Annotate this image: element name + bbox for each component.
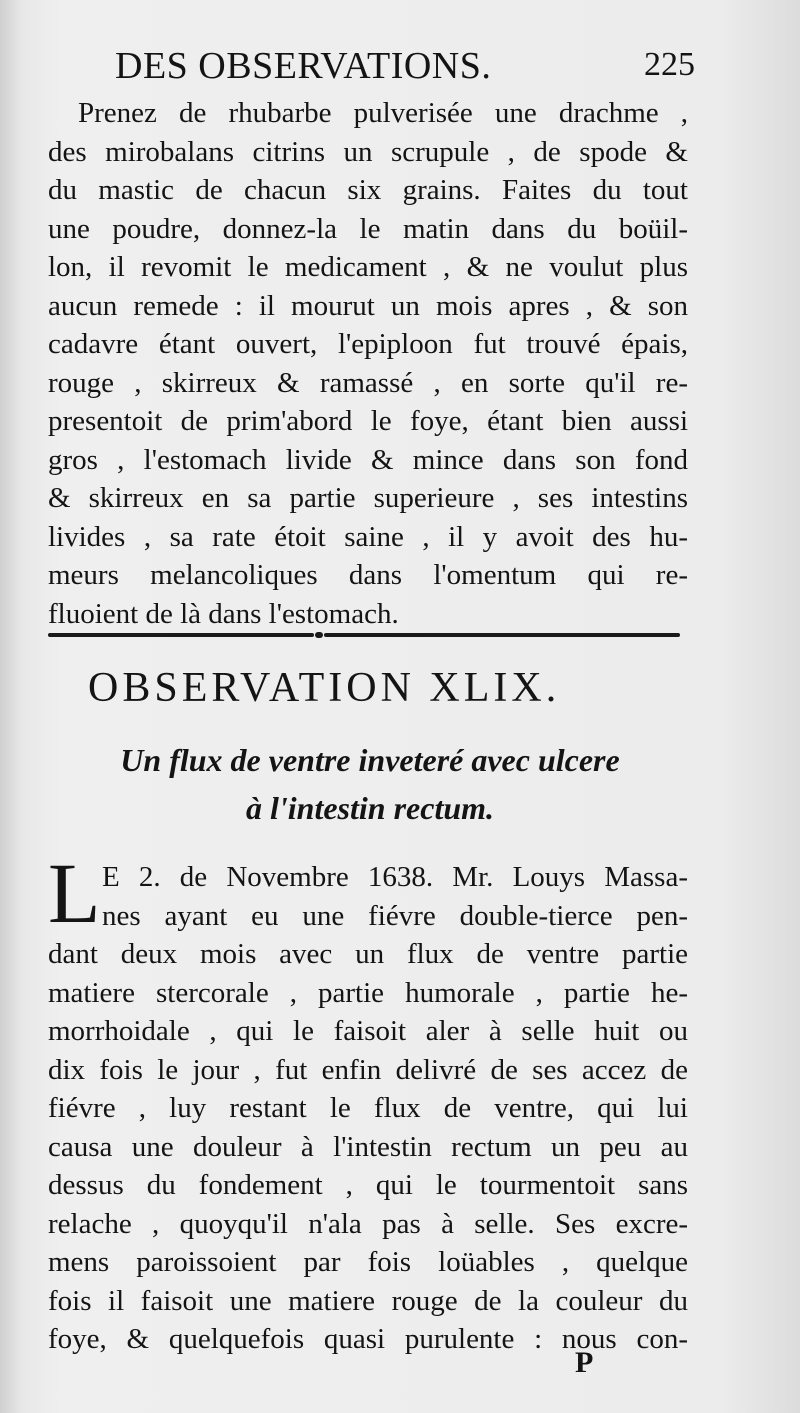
text-line: matiere stercorale , partie humorale , partie he- xyxy=(48,976,688,1009)
text-line: meurs melancoliques dans l'omentum qui re- xyxy=(48,559,688,591)
text-line: lon, il revomit le medicament , & ne voulut plus xyxy=(48,251,688,283)
text-line: mens paroissoient par fois loüables , quelque xyxy=(48,1246,688,1278)
running-header xyxy=(115,40,695,100)
text-line: gros , l'estomach livide & mince dans son fond xyxy=(48,443,688,476)
text-line: rouge , skirreux & ramassé , en sorte qu'il re- xyxy=(48,366,688,399)
text-line: dix fois le jour , fut enfin delivré de ses accez de xyxy=(48,1053,688,1086)
drop-cap: L xyxy=(48,845,101,941)
paragraph-continued xyxy=(48,94,688,633)
text-line: du mastic de chacun six grains. Faites du tout xyxy=(48,174,688,206)
text-line: nes ayant eu une fiévre double-tierce pen- xyxy=(102,899,688,932)
text-line: morrhoidale , qui le faisoit aler à selle huit ou xyxy=(48,1015,688,1047)
text-line: relache , quoyqu'il n'ala pas à selle. Ses excre- xyxy=(48,1207,688,1240)
divider-ornament xyxy=(315,632,323,638)
observation-paragraph xyxy=(48,858,688,1359)
text-line: & skirreux en sa partie superieure , ses intestins xyxy=(48,482,688,514)
text-line: E 2. de Novembre 1638. Mr. Louys Massa- xyxy=(102,861,688,893)
section-subtitle-line-2: à l'intestin rectum. xyxy=(245,790,495,826)
text-line: causa une douleur à l'intestin rectum un peu au xyxy=(48,1130,688,1163)
section-divider xyxy=(48,630,680,640)
divider-rule-left xyxy=(48,633,314,637)
running-title: DES OBSERVATIONS. xyxy=(115,45,492,87)
text-line: presentoit de prim'abord le foye, étant bien aussi xyxy=(48,405,688,437)
text-line: fois il faisoit une matiere rouge de la couleur du xyxy=(48,1284,688,1317)
text-line: Prenez de rhubarbe pulverisée une drachme , xyxy=(78,97,688,129)
divider-rule-right xyxy=(324,633,680,637)
text-line: aucun remede : il mourut un mois apres , & son xyxy=(48,289,688,322)
section-heading: OBSERVATION XLIX. xyxy=(88,665,561,711)
text-line: dant deux mois avec un flux de ventre partie xyxy=(48,938,688,970)
text-line: fiévre , luy restant le flux de ventre, qui lui xyxy=(48,1092,688,1124)
text-line: dessus du fondement , qui le tourmentoit sans xyxy=(48,1169,688,1201)
section-subtitle-line-1: Un flux de ventre inveteré avec ulcere xyxy=(120,742,620,778)
text-line: livides , sa rate étoit saine , il y avoit des hu- xyxy=(48,520,688,553)
text-line: une poudre, donnez-la le matin dans du boüil- xyxy=(48,212,688,245)
text-line: cadavre étant ouvert, l'epiploon fut trouvé épais, xyxy=(48,328,688,360)
catchword: P xyxy=(575,1346,594,1379)
page-number: 225 xyxy=(644,46,695,83)
text-line: fluoient de là dans l'estomach. xyxy=(48,597,399,630)
text-line: des mirobalans citrins un scrupule , de spode & xyxy=(48,135,688,168)
text-line: foye, & quelquefois quasi purulente : nous con- xyxy=(48,1323,688,1355)
